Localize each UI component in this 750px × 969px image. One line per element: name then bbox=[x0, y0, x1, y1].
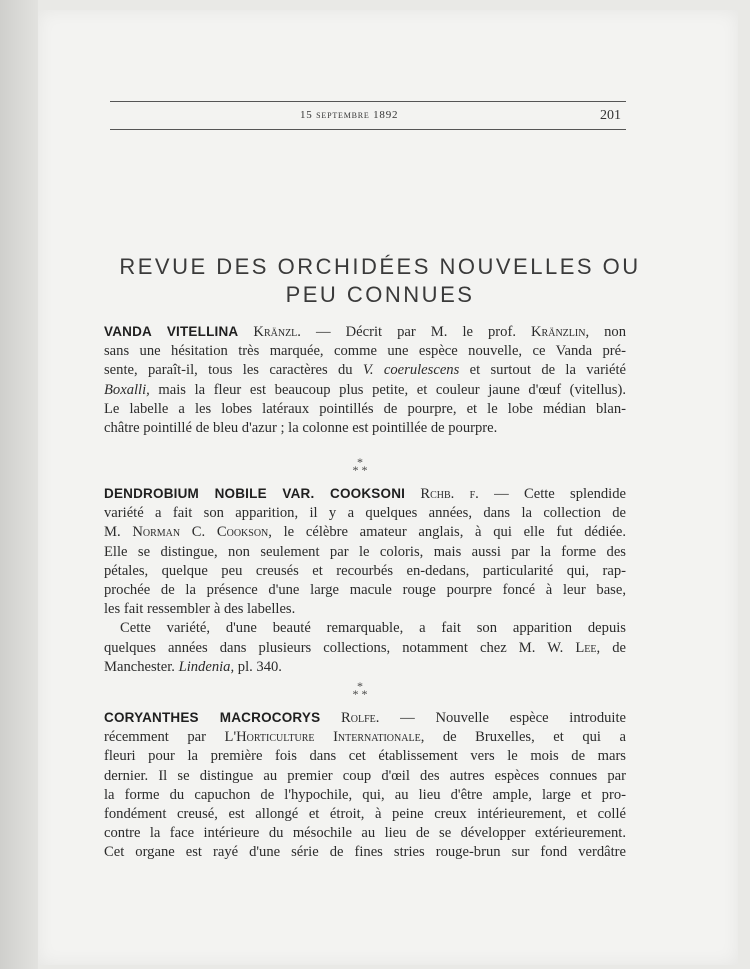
text-run: Cette variété, d'une beauté remarquable, a fait son apparition depuis bbox=[120, 620, 626, 637]
text-line bbox=[104, 361, 626, 380]
text-line bbox=[104, 786, 626, 805]
asterism-star: * bbox=[361, 463, 368, 477]
text-run: variété a fait son apparition, il y a quelques années, dans la collection de bbox=[104, 505, 626, 522]
text-run: dernier. Il se distingue au premier coup d'œil des autres espèces connues par bbox=[104, 767, 626, 784]
section-dendrobium-nobile-cooksoni bbox=[104, 484, 626, 677]
header-rule-bottom bbox=[110, 129, 626, 130]
text-line bbox=[104, 767, 626, 786]
text-run: , de Bruxelles, et qui a bbox=[420, 729, 626, 746]
species-name: DENDROBIUM NOBILE VAR. COOKSONI bbox=[104, 486, 406, 501]
section-vanda-vitellina bbox=[104, 322, 626, 438]
text-run: sans une hésitation très marquée, comme une espèce nouvelle, ce Vanda pré- bbox=[104, 343, 626, 360]
text-run: fondément creusé, est allongé et étroit, à peine creux intérieurement, et collé bbox=[104, 806, 626, 823]
italic-text: V. coerulescens bbox=[362, 362, 460, 379]
author-name: Lee bbox=[575, 639, 597, 656]
author-name: Rolfe. bbox=[320, 710, 380, 726]
section-separator-asterism bbox=[340, 455, 380, 477]
author-name: Rchb. f. bbox=[405, 486, 479, 502]
text-run: contre la face intérieure du mésochile au lieu de se développer extérieurement. bbox=[104, 825, 626, 842]
text-line bbox=[104, 639, 626, 658]
text-run: Le labelle a les lobes latéraux pointillés de pourpre, et le lobe médian blan- bbox=[104, 400, 626, 417]
asterism-star: * bbox=[352, 687, 359, 701]
text-line bbox=[104, 600, 626, 619]
text-run: — Décrit par M. le prof. bbox=[300, 324, 532, 340]
text-line bbox=[104, 619, 626, 638]
text-run: , le célèbre amateur anglais, à qui elle fut dédiée. bbox=[268, 524, 626, 541]
author-name: Kränzl. bbox=[238, 324, 301, 340]
species-name: VANDA VITELLINA bbox=[104, 324, 239, 339]
text-run: sente, paraît-il, tous les caractères du bbox=[104, 362, 363, 379]
text-run: récemment par bbox=[104, 729, 225, 746]
author-name: Norman C. Cookson bbox=[132, 524, 269, 541]
page-number: 201 bbox=[600, 108, 621, 123]
text-line bbox=[104, 747, 626, 766]
text-run: pl. 340. bbox=[234, 658, 282, 675]
text-line bbox=[104, 562, 626, 581]
italic-text: Lindenia, bbox=[178, 658, 235, 675]
text-line bbox=[104, 824, 626, 843]
author-name: Kränzlin bbox=[531, 324, 586, 340]
text-run: mais la fleur est beaucoup plus petite, et couleur jaune d'œuf (vitellus). bbox=[149, 381, 626, 398]
article-title-line: REVUE DES ORCHIDÉES NOUVELLES OU bbox=[119, 253, 641, 279]
text-run: M. bbox=[104, 524, 133, 541]
text-run: la forme du capuchon de l'hypochile, qui, au lieu d'être ample, large et pro- bbox=[104, 786, 626, 803]
text-line bbox=[104, 419, 626, 438]
text-line bbox=[104, 581, 626, 600]
text-line bbox=[104, 728, 626, 747]
text-run: , non bbox=[585, 324, 627, 340]
author-name: L'Horticulture Internationale bbox=[224, 729, 421, 746]
text-line bbox=[104, 805, 626, 824]
text-line bbox=[104, 843, 626, 862]
book-spine-shadow bbox=[0, 0, 38, 969]
text-line bbox=[104, 342, 626, 361]
text-run: Cet organe est rayé d'une série de fines stries rouge-brun sur fond verdâtre bbox=[104, 844, 626, 861]
text-run: fleuri pour la première fois dans cet établissement vers le mois de mars bbox=[104, 748, 626, 765]
text-run: quelques années dans plusieurs collections, notamment chez M. W. bbox=[104, 639, 576, 656]
text-line bbox=[104, 484, 626, 504]
text-line bbox=[104, 381, 626, 400]
text-line bbox=[104, 658, 626, 677]
text-run: Manchester. bbox=[104, 658, 179, 675]
article-title bbox=[100, 253, 660, 309]
text-run: les fait ressembler à des labelles. bbox=[104, 601, 296, 618]
text-line bbox=[104, 322, 626, 342]
species-name: CORYANTHES MACROCORYS bbox=[104, 710, 321, 725]
header-rule-top bbox=[110, 101, 626, 102]
text-run: Elle se distingue, non seulement par le coloris, mais aussi par la forme des bbox=[104, 543, 626, 560]
italic-text: Boxalli, bbox=[104, 381, 150, 398]
text-line bbox=[104, 708, 626, 728]
text-line bbox=[104, 400, 626, 419]
asterism-stars-pair bbox=[340, 463, 380, 477]
article-title-line: PEU CONNUES bbox=[285, 281, 475, 307]
running-header-date: 15 septembre 1892 bbox=[300, 109, 399, 121]
section-coryanthes-macrocorys bbox=[104, 708, 626, 863]
text-run: et surtout de la variété bbox=[459, 362, 626, 379]
text-run: , de bbox=[596, 639, 626, 656]
text-line bbox=[104, 523, 626, 542]
text-run: — Cette splendide bbox=[478, 486, 626, 502]
text-run: châtre pointillé de bleu d'azur ; la colonne est pointillée de pourpre. bbox=[104, 420, 498, 437]
text-run: prochée de la présence d'une large macule rouge pourpre foncé à leur base, bbox=[104, 582, 626, 599]
text-run: — Nouvelle espèce introduite bbox=[379, 710, 627, 726]
asterism-star: * bbox=[357, 679, 363, 693]
section-separator-asterism bbox=[340, 679, 380, 701]
asterism-star: * bbox=[357, 455, 363, 469]
asterism-star: * bbox=[352, 463, 359, 477]
text-run: pétales, quelque peu creusés et recourbés en-dedans, particularité qui, rap- bbox=[104, 562, 626, 579]
asterism-star: * bbox=[361, 687, 368, 701]
asterism-stars-pair bbox=[340, 687, 380, 701]
text-line bbox=[104, 504, 626, 523]
text-line bbox=[104, 543, 626, 562]
